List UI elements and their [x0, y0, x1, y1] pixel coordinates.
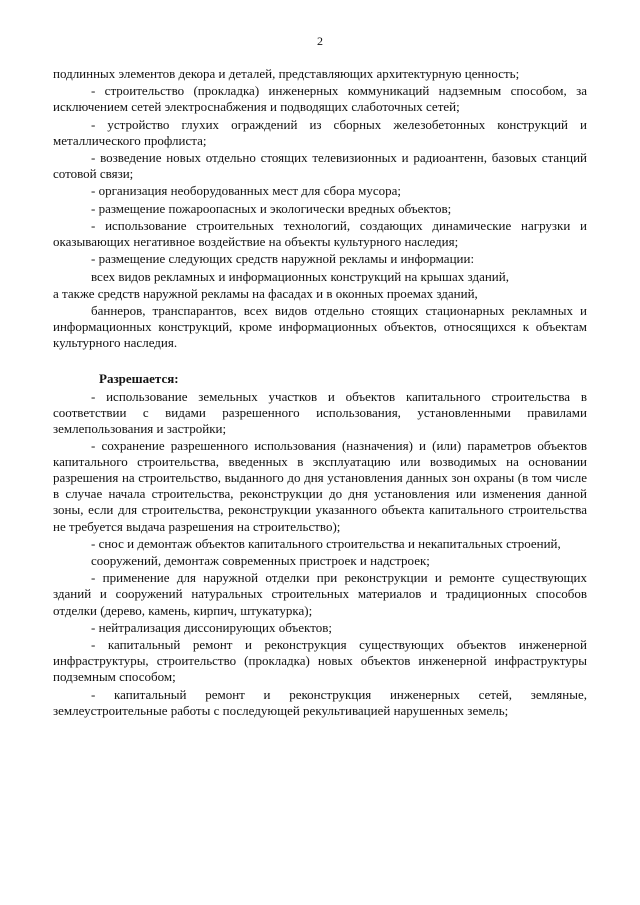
paragraph: - размещение пожароопасных и экологически вредных объектов; [91, 200, 452, 216]
paragraph: - использование земельных участков и объектов капитального строительства в соответствии с видами разрешенного использования, установленными правилами землепользования и застройки; [53, 388, 587, 436]
paragraph: а также средств наружной рекламы на фасадах и в оконных проемах зданий, [53, 285, 478, 301]
paragraph: - нейтрализация диссонирующих объектов; [91, 619, 332, 635]
paragraph: - снос и демонтаж объектов капитального строительства и некапитальных строений, [91, 535, 561, 551]
paragraph: - сохранение разрешенного использования (назначения) и (или) параметров объектов капитального строительства, введенных в эксплуатацию или возводимых на основании разрешения на строительство, выданного до дня установления данных зон охраны (в том числе в случае начала строительства, реконструкции до дня установления или изменения данной зоны, если для строительства, реконструкции указанного объекта капитального строительства не требуется выдача разрешения на строительство); [53, 438, 587, 534]
paragraph: - капитальный ремонт и реконструкция инженерных сетей, земляные, землеустроительные работы с последующей рекультивацией нарушенных земель; [53, 686, 587, 718]
paragraph: баннеров, транспарантов, всех видов отдельно стоящих стационарных рекламных и информационных конструкций, кроме информационных объектов, относящихся к объектам культурного наследия. [53, 303, 587, 351]
paragraph: - возведение новых отдельно стоящих телевизионных и радиоантенн, базовых станций сотовой связи; [53, 150, 587, 182]
document-body [53, 66, 587, 720]
paragraph: всех видов рекламных и информационных конструкций на крышах зданий, [91, 268, 509, 284]
paragraph: - устройство глухих ограждений из сборных железобетонных конструкций и металлического профлиста; [53, 116, 587, 148]
paragraph: - размещение следующих средств наружной рекламы и информации: [91, 251, 475, 267]
paragraph: подлинных элементов декора и деталей, представляющих архитектурную ценность; [53, 66, 520, 81]
paragraph: - применение для наружной отделки при реконструкции и ремонте существующих зданий и сооружений натуральных строительных материалов и традиционных способов отделки (дерево, камень, кирпич, штукатурка); [53, 570, 587, 618]
page-number: 2 [317, 34, 323, 48]
section-heading: Разрешается: [99, 371, 179, 387]
paragraph: - строительство (прокладка) инженерных коммуникаций надземным способом, за исключением сетей электроснабжения и подводящих слаботочных сетей; [53, 83, 587, 115]
paragraph: - капитальный ремонт и реконструкция существующих объектов инженерной инфраструктуры, строительство (прокладка) новых объектов инженерной инфраструктуры подземным способом; [53, 637, 587, 685]
paragraph: - организация необорудованных мест для сбора мусора; [91, 183, 402, 199]
paragraph: сооружений, демонтаж современных пристроек и надстроек; [91, 553, 430, 569]
paragraph: - использование строительных технологий, создающих динамические нагрузки и оказывающих негативное воздействие на объекты культурного наследия; [53, 217, 587, 250]
